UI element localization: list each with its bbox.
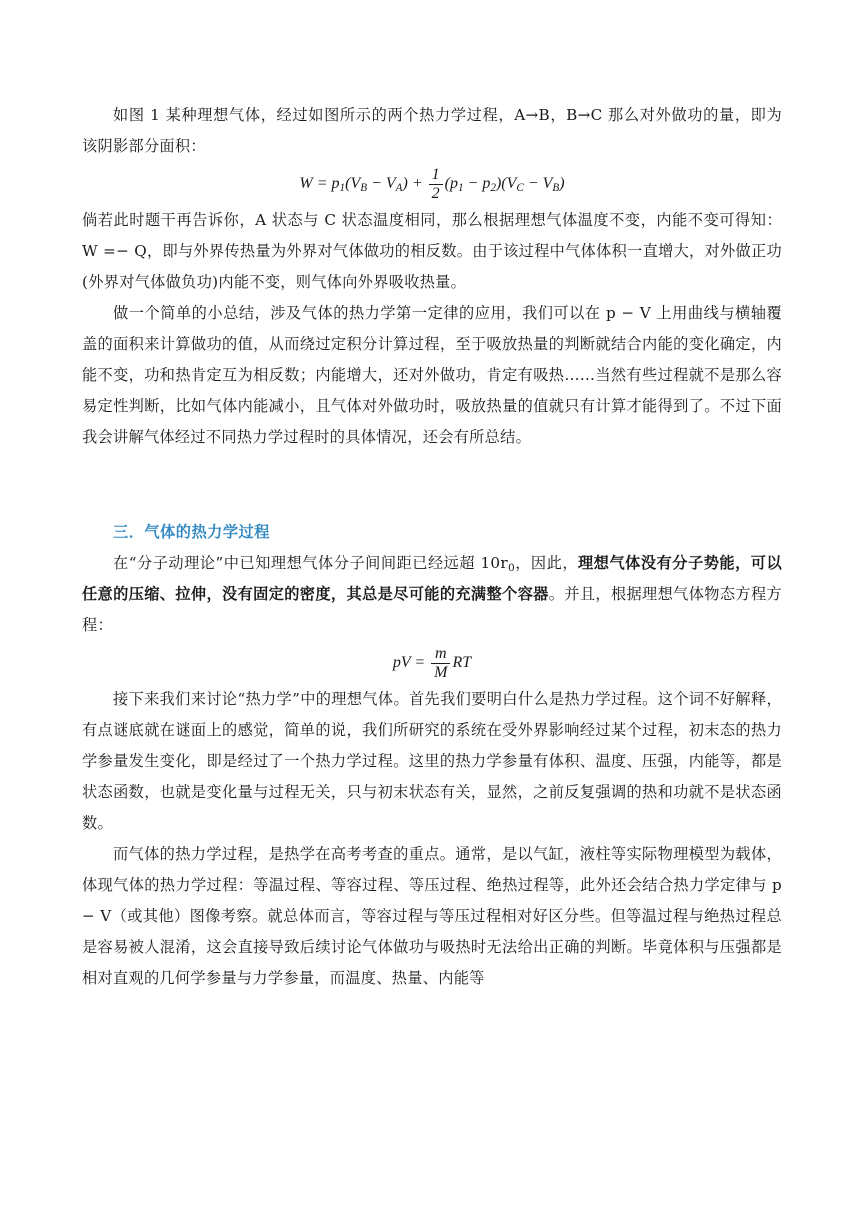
section-spacer xyxy=(82,453,782,517)
fraction-numerator: 1 xyxy=(429,166,443,185)
fraction-numerator: m xyxy=(431,645,450,664)
formula-text: RT xyxy=(452,654,472,672)
section-heading: 三．气体的热力学过程 xyxy=(113,523,270,541)
text-run: 。并且，根据理想气体物态方程方程： xyxy=(82,585,783,634)
document-page xyxy=(82,100,782,994)
formula-sub: B xyxy=(360,182,368,195)
formula-sub: 2 xyxy=(490,182,496,195)
paragraph-ideal-gas xyxy=(82,548,782,641)
text-run: 在“分子动理论”中已知理想气体分子间间距已经远超 10r xyxy=(113,554,508,572)
paragraph-work-area: 如图 1 某种理想气体，经过如图所示的两个热力学过程，A→B，B→C 那么对外做功的量，即为该阴影部分面积： xyxy=(82,106,782,155)
text-sub: 0 xyxy=(507,561,515,574)
fraction-half xyxy=(429,166,443,203)
formula-sub: C xyxy=(516,182,524,195)
bold-text: 理想气体没有分子势能，可以任意的压缩、拉伸，没有固定的密度，其总是尽可能的充满整个容器 xyxy=(82,554,783,603)
formula-sub: B xyxy=(552,182,560,195)
formula-work xyxy=(82,166,782,203)
paragraph-thermo-process: 接下来我们来讨论“热力学”中的理想气体。首先我们要明白什么是热力学过程。这个词不好解释，有点谜底就在谜面上的感觉，简单的说，我们所研究的系统在受外界影响经过某个过程，初末态的热力学参量发生变化，即是经过了一个热力学过程。这里的热力学参量有体积、温度、压强，内能等，都是状态函数，也就是变化量与过程无关，只与初末状态有关，显然，之前反复强调的热和功就不是状态函数。 xyxy=(82,690,782,832)
text-run: ，因此， xyxy=(515,554,579,572)
formula-sub: 1 xyxy=(339,182,346,195)
fraction-m-over-M xyxy=(431,645,450,682)
paragraph-gas-processes: 而气体的热力学过程，是热学在高考考查的重点。通常，是以气缸，液柱等实际物理模型为载体，体现气体的热力学过程：等温过程、等容过程、等压过程、绝热过程等，此外还会结合热力学定律与 p − V（或其他）图像考察。就总体而言，等容过程与等压过程相对好区分些。但等温过程与绝热过程总是容易被人混淆，这会直接导致后续讨论气体做功与吸热时无法给出正确的判断。毕竟体积与压强都是相对直观的几何学参量与力学参量，而温度、热量、内能等 xyxy=(82,845,782,987)
formula-text: (V xyxy=(345,175,361,193)
formula-text: − V xyxy=(523,175,553,193)
formula-text: ) + xyxy=(402,175,423,193)
paragraph-same-temperature: 倘若此时题干再告诉你，A 状态与 C 状态温度相同，那么根据理想气体温度不变，内能不变可得知：W =− Q，即与外界传热量为外界对气体做功的相反数。由于该过程中气体体积一直增大，对外做正功(外界对气体做负功)内能不变，则气体向外界吸收热量。 xyxy=(82,211,782,291)
fraction-denominator: M xyxy=(434,664,448,681)
fraction-denominator: 2 xyxy=(431,185,440,202)
formula-sub: 1 xyxy=(457,182,464,195)
formula-text: pV = xyxy=(392,654,426,672)
formula-text: )(V xyxy=(495,175,517,193)
formula-text: (p xyxy=(444,175,458,193)
formula-ideal-gas-law xyxy=(82,645,782,682)
formula-text: ) xyxy=(559,175,565,193)
formula-sub: A xyxy=(395,182,403,195)
formula-text: W = p xyxy=(299,175,340,193)
formula-text: − p xyxy=(463,175,491,193)
paragraph-summary: 做一个简单的小总结，涉及气体的热力学第一定律的应用，我们可以在 p − V 上用曲线与横轴覆盖的面积来计算做功的值，从而绕过定积分计算过程，至于吸放热量的判断就结合内能的变化确定，内能不变，功和热肯定互为相反数；内能增大，还对外做功，肯定有吸热……当然有些过程就不是那么容易定性判断，比如气体内能减小，且气体对外做功时，吸放热量的值就只有计算才能得到了。不过下面我会讲解气体经过不同热力学过程时的具体情况，还会有所总结。 xyxy=(82,304,782,446)
formula-text: − V xyxy=(367,175,396,193)
